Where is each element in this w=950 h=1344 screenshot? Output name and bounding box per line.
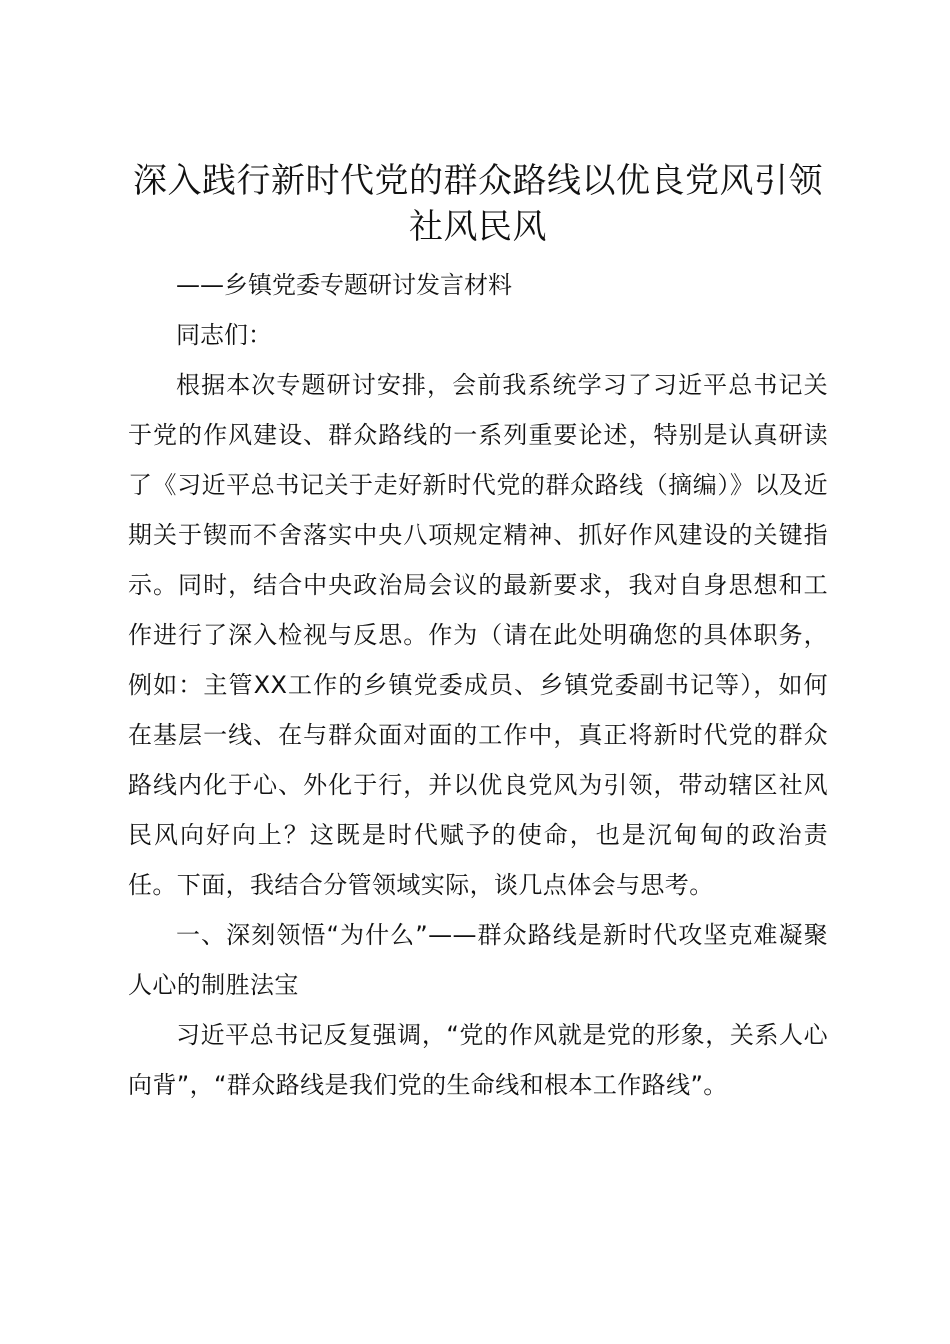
paragraph-section-1: 习近平总书记反复强调，“党的作风就是党的形象，关系人心向背”，“群众路线是我们党的生命线和根本工作路线”。 [128, 1021, 828, 1099]
title-line-2: 社风民风 [409, 207, 547, 247]
document-title [128, 158, 828, 250]
document-body [128, 158, 828, 1110]
document-subtitle: ——乡镇党委专题研讨发言材料 [176, 271, 512, 299]
salutation: 同志们： [176, 321, 272, 349]
paragraph-intro: 根据本次专题研讨安排，会前我系统学习了习近平总书记关于党的作风建设、群众路线的一系列重要论述，特别是认真研读了《习近平总书记关于走好新时代党的群众路线（摘编）》以及近期关于锲而不舍落实中央八项规定精神、抓好作风建设的关键指示。同时，结合中央政治局会议的最新要求，我对自身思想和工作进行了深入检视与反思。作为（请在此处明确您的具体职务，例如：主管XX工作的乡镇党委成员、乡镇党委副书记等），如何在基层一线、在与群众面对面的工作中，真正将新时代党的群众路线内化于心、外化于行，并以优良党风为引领，带动辖区社风民风向好向上？这既是时代赋予的使命，也是沉甸甸的政治责任。下面，我结合分管领域实际，谈几点体会与思考。 [128, 371, 828, 899]
section-heading-1: 一、深刻领悟“为什么”——群众路线是新时代攻坚克难凝聚人心的制胜法宝 [128, 921, 828, 999]
title-line-1: 深入践行新时代党的群众路线以优良党风引领 [133, 161, 823, 201]
